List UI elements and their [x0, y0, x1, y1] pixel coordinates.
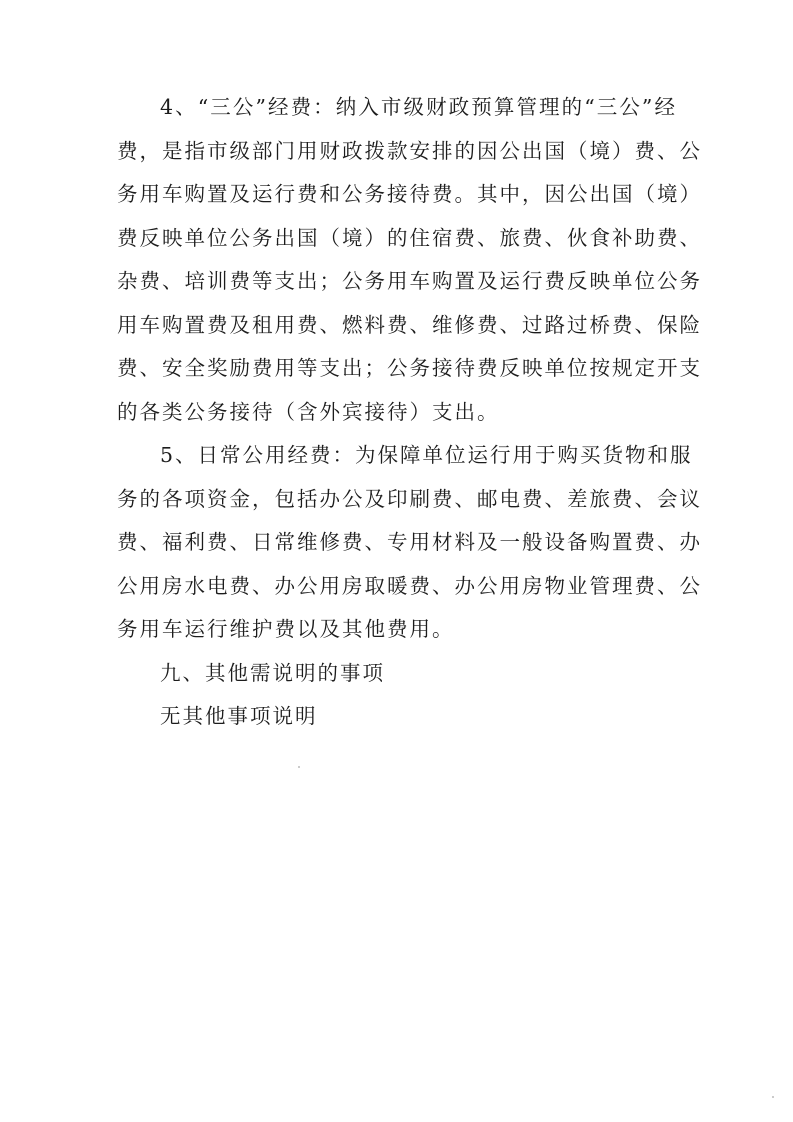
text-line: 费、福利费、日常维修费、专用材料及一般设备购置费、办: [117, 530, 702, 554]
text-line: 务的各项资金，包括办公及印刷费、邮电费、差旅费、会议: [117, 486, 702, 511]
text-line: 杂费、培训费等支出；公务用车购置及运行费反映单位公务: [117, 269, 702, 293]
text-line: 公用房水电费、办公用房取暖费、办公用房物业管理费、公: [117, 573, 702, 598]
text-line: 4、“三公”经费：纳入市级财政预算管理的“三公”经: [160, 95, 677, 119]
section-text: 无其他事项说明: [160, 704, 318, 728]
section-heading: 九、其他需说明的事项: [160, 660, 385, 685]
text-line: 费反映单位公务出国（境）的住宿费、旅费、伙食补助费、: [117, 225, 702, 250]
paragraph-daily-public-expenses: [117, 434, 702, 652]
text-line: 务用车购置及运行费和公务接待费。其中，因公出国（境）: [117, 182, 702, 206]
text-line: 务用车运行维护费以及其他费用。: [117, 617, 455, 641]
scan-speck: [298, 766, 300, 768]
text-line: 的各类公务接待（含外宾接待）支出。: [117, 399, 500, 424]
paragraph-san-gong-expenses: [117, 86, 702, 434]
text-line: 5、日常公用经费：为保障单位运行用于购买货物和服: [160, 443, 693, 467]
text-line: 费，是指市级部门用财政拨款安排的因公出国（境）费、公: [117, 138, 702, 163]
text-line: 费、安全奖励费用等支出；公务接待费反映单位按规定开支: [117, 356, 702, 380]
text-line: 用车购置费及租用费、燃料费、维修费、过路过桥费、保险: [117, 312, 702, 337]
scan-speck: [772, 1096, 774, 1098]
document-body: [117, 86, 702, 739]
